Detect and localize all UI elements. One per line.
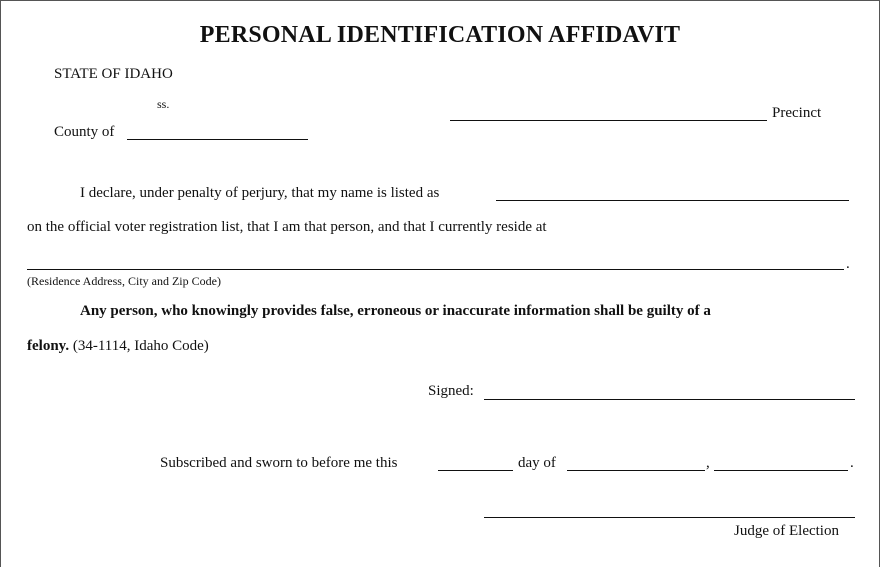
day-of-label: day of <box>518 455 556 471</box>
precinct-input-line[interactable] <box>450 120 767 121</box>
form-title: PERSONAL IDENTIFICATION AFFIDAVIT <box>199 22 681 48</box>
felony-text: felony. <box>27 338 70 354</box>
signature-input-line[interactable] <box>484 399 855 400</box>
sworn-day-input-line[interactable] <box>438 470 513 471</box>
state-label: STATE OF IDAHO <box>54 66 173 82</box>
warning-continuation <box>27 337 209 355</box>
county-label: County of <box>54 124 115 140</box>
sworn-period: . <box>850 455 854 471</box>
sworn-month-input-line[interactable] <box>567 470 705 471</box>
precinct-label: Precinct <box>772 105 822 121</box>
listed-name-input-line[interactable] <box>496 200 849 201</box>
idaho-code-reference: (34-1114, Idaho Code) <box>72 338 209 354</box>
date-comma: , <box>706 455 710 471</box>
residence-period: . <box>846 256 850 272</box>
county-input-line[interactable] <box>127 139 308 140</box>
signed-label: Signed: <box>428 383 474 399</box>
declare-text: I declare, under penalty of perjury, that my name is listed as <box>80 185 440 201</box>
ss-label: ss. <box>157 97 170 111</box>
sworn-year-input-line[interactable] <box>714 470 848 471</box>
residence-caption: (Residence Address, City and Zip Code) <box>27 274 221 288</box>
residence-input-line[interactable] <box>27 269 844 270</box>
registration-text: on the official voter registration list, that I am that person, and that I currently reside at <box>27 219 547 235</box>
judge-label: Judge of Election <box>734 523 839 539</box>
judge-signature-input-line[interactable] <box>484 517 855 518</box>
sworn-text: Subscribed and sworn to before me this <box>160 455 398 471</box>
warning-text: Any person, who knowingly provides false, erroneous or inaccurate information shall be guilty of a <box>80 303 711 319</box>
